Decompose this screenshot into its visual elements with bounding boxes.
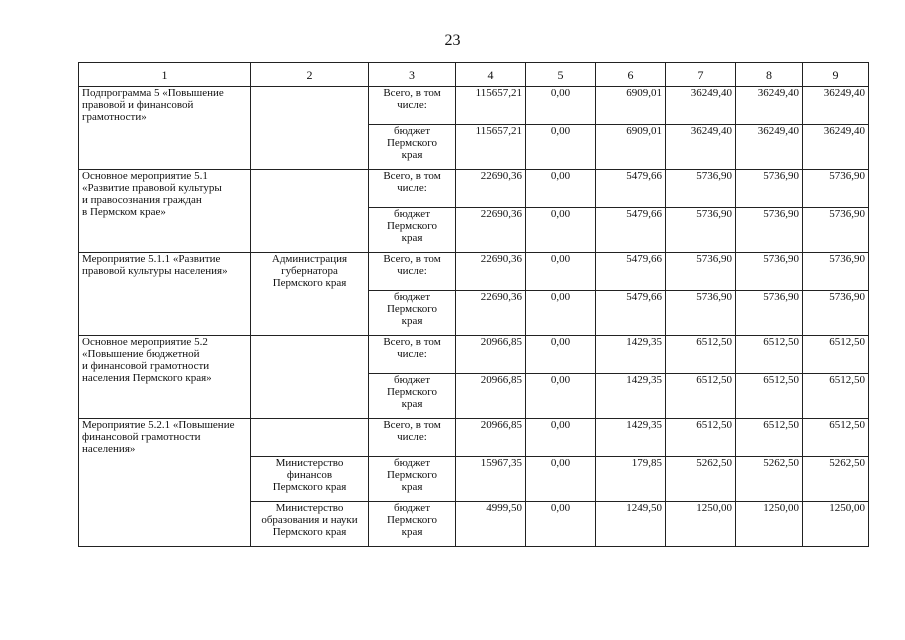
cell-text-line: правовой культуры населения» [82,265,228,277]
executor-cell [251,253,369,336]
cell-text-line: бюджет [394,208,430,220]
column-header: 7 [666,63,736,87]
amount-cell: 5736,90 [803,253,869,291]
executor-cell [251,419,369,457]
amount-cell: 22690,36 [456,253,526,291]
cell-text-line: в Пермском крае» [82,206,166,218]
amount-cell: 1249,50 [596,502,666,547]
cell-text-line: «Развитие правовой культуры [82,182,222,194]
cell-text-line: края [401,398,423,410]
budget-table [78,62,869,547]
amount-cell: 0,00 [526,170,596,208]
funding-source-cell [369,419,456,457]
executor-cell [251,170,369,253]
amount-cell: 5262,50 [736,457,803,502]
cell-text-line: Пермского края [272,481,347,493]
amount-cell: 36249,40 [803,87,869,125]
table-row [79,336,869,374]
cell-text-line: края [401,149,423,161]
cell-text-line: Всего, в том [383,336,441,348]
cell-text-line: грамотности» [82,111,147,123]
amount-cell: 5479,66 [596,291,666,336]
item-name-cell [79,170,251,253]
amount-cell: 1250,00 [666,502,736,547]
amount-cell: 0,00 [526,502,596,547]
cell-text-line: финансов [286,469,333,481]
table-header-row [79,63,869,87]
amount-cell: 1429,35 [596,336,666,374]
cell-text-line: Мероприятие 5.2.1 «Повышение [82,419,235,431]
cell-text-line: бюджет [394,502,430,514]
amount-cell: 1429,35 [596,374,666,419]
amount-cell: 0,00 [526,208,596,253]
amount-cell: 6512,50 [736,374,803,419]
table-row [79,419,869,457]
amount-cell: 15967,35 [456,457,526,502]
cell-text-line: «Повышение бюджетной [82,348,200,360]
cell-text-line: Пермского [386,386,438,398]
cell-text-line: края [401,526,423,538]
cell-text-line: Мероприятие 5.1.1 «Развитие [82,253,221,265]
cell-text-line: Пермского [386,469,438,481]
cell-text-line: числе: [397,182,427,194]
amount-cell: 20966,85 [456,336,526,374]
item-name-cell [79,253,251,336]
table-row [79,170,869,208]
amount-cell: 0,00 [526,253,596,291]
amount-cell: 1250,00 [803,502,869,547]
cell-text-line: Пермского края [272,277,347,289]
amount-cell: 5736,90 [736,291,803,336]
amount-cell: 22690,36 [456,291,526,336]
cell-text-line: правовой и финансовой [82,99,194,111]
amount-cell: 0,00 [526,419,596,457]
cell-text-line: и правосознания граждан [82,194,202,206]
cell-text-line: Всего, в том [383,87,441,99]
column-header: 8 [736,63,803,87]
amount-cell: 6512,50 [736,336,803,374]
amount-cell: 5736,90 [803,208,869,253]
amount-cell: 0,00 [526,457,596,502]
amount-cell: 36249,40 [736,87,803,125]
item-name-cell [79,419,251,547]
funding-source-cell [369,208,456,253]
cell-text-line: Пермского [386,137,438,149]
cell-text-line: Пермского края [272,526,347,538]
funding-source-cell [369,170,456,208]
amount-cell: 0,00 [526,336,596,374]
amount-cell: 0,00 [526,374,596,419]
amount-cell: 5736,90 [736,170,803,208]
cell-text-line: бюджет [394,457,430,469]
table-row [79,87,869,125]
amount-cell: 36249,40 [736,125,803,170]
amount-cell: 5479,66 [596,170,666,208]
cell-text-line: бюджет [394,125,430,137]
cell-text-line: образования и науки [261,514,358,526]
amount-cell: 36249,40 [803,125,869,170]
amount-cell: 5736,90 [666,291,736,336]
funding-source-cell [369,87,456,125]
cell-text-line: Всего, в том [383,253,441,265]
cell-text-line: Основное мероприятие 5.2 [82,336,208,348]
cell-text-line: Подпрограмма 5 «Повышение [82,87,224,99]
page-number: 23 [444,32,461,49]
cell-text-line: населения» [82,443,136,455]
amount-cell: 0,00 [526,125,596,170]
amount-cell: 1429,35 [596,419,666,457]
amount-cell: 6512,50 [666,336,736,374]
item-name-cell [79,87,251,170]
amount-cell: 5736,90 [803,291,869,336]
amount-cell: 6909,01 [596,125,666,170]
amount-cell: 115657,21 [456,125,526,170]
cell-text-line: числе: [397,431,427,443]
funding-source-cell [369,291,456,336]
executor-cell [251,336,369,419]
cell-text-line: Министерство [275,457,344,469]
table-row [79,253,869,291]
cell-text-line: числе: [397,99,427,111]
funding-source-cell [369,457,456,502]
amount-cell: 5736,90 [666,170,736,208]
cell-text-line: населения Пермского края» [82,372,212,384]
column-header: 2 [251,63,369,87]
cell-text-line: Пермского [386,220,438,232]
executor-cell [251,502,369,547]
executor-cell [251,87,369,170]
funding-source-cell [369,125,456,170]
cell-text-line: бюджет [394,374,430,386]
amount-cell: 5262,50 [666,457,736,502]
cell-text-line: Основное мероприятие 5.1 [82,170,208,182]
cell-text-line: бюджет [394,291,430,303]
amount-cell: 5736,90 [666,208,736,253]
amount-cell: 36249,40 [666,125,736,170]
amount-cell: 6512,50 [666,374,736,419]
funding-source-cell [369,374,456,419]
funding-source-cell [369,253,456,291]
amount-cell: 4999,50 [456,502,526,547]
column-header: 9 [803,63,869,87]
cell-text-line: губернатора [281,265,338,277]
amount-cell: 22690,36 [456,208,526,253]
amount-cell: 20966,85 [456,374,526,419]
amount-cell: 5262,50 [803,457,869,502]
amount-cell: 20966,85 [456,419,526,457]
cell-text-line: и финансовой грамотности [82,360,210,372]
amount-cell: 115657,21 [456,87,526,125]
executor-cell [251,457,369,502]
amount-cell: 1250,00 [736,502,803,547]
amount-cell: 6512,50 [736,419,803,457]
amount-cell: 5736,90 [736,253,803,291]
column-header: 3 [369,63,456,87]
cell-text-line: финансовой грамотности [82,431,201,443]
amount-cell: 6512,50 [803,374,869,419]
amount-cell: 5736,90 [736,208,803,253]
cell-text-line: края [401,232,423,244]
cell-text-line: числе: [397,265,427,277]
amount-cell: 0,00 [526,87,596,125]
cell-text-line: Всего, в том [383,170,441,182]
amount-cell: 22690,36 [456,170,526,208]
amount-cell: 5736,90 [666,253,736,291]
cell-text-line: Пермского [386,514,438,526]
cell-text-line: Пермского [386,303,438,315]
cell-text-line: Администрация [271,253,348,265]
item-name-cell [79,336,251,419]
funding-source-cell [369,336,456,374]
amount-cell: 5479,66 [596,253,666,291]
amount-cell: 6512,50 [666,419,736,457]
amount-cell: 0,00 [526,291,596,336]
cell-text-line: числе: [397,348,427,360]
cell-text-line: края [401,315,423,327]
cell-text-line: Всего, в том [383,419,441,431]
funding-source-cell [369,502,456,547]
amount-cell: 5479,66 [596,208,666,253]
amount-cell: 6909,01 [596,87,666,125]
amount-cell: 6512,50 [803,419,869,457]
amount-cell: 5736,90 [803,170,869,208]
amount-cell: 36249,40 [666,87,736,125]
column-header: 6 [596,63,666,87]
column-header: 1 [79,63,251,87]
column-header: 4 [456,63,526,87]
column-header: 5 [526,63,596,87]
cell-text-line: Министерство [275,502,344,514]
amount-cell: 6512,50 [803,336,869,374]
cell-text-line: края [401,481,423,493]
amount-cell: 179,85 [596,457,666,502]
